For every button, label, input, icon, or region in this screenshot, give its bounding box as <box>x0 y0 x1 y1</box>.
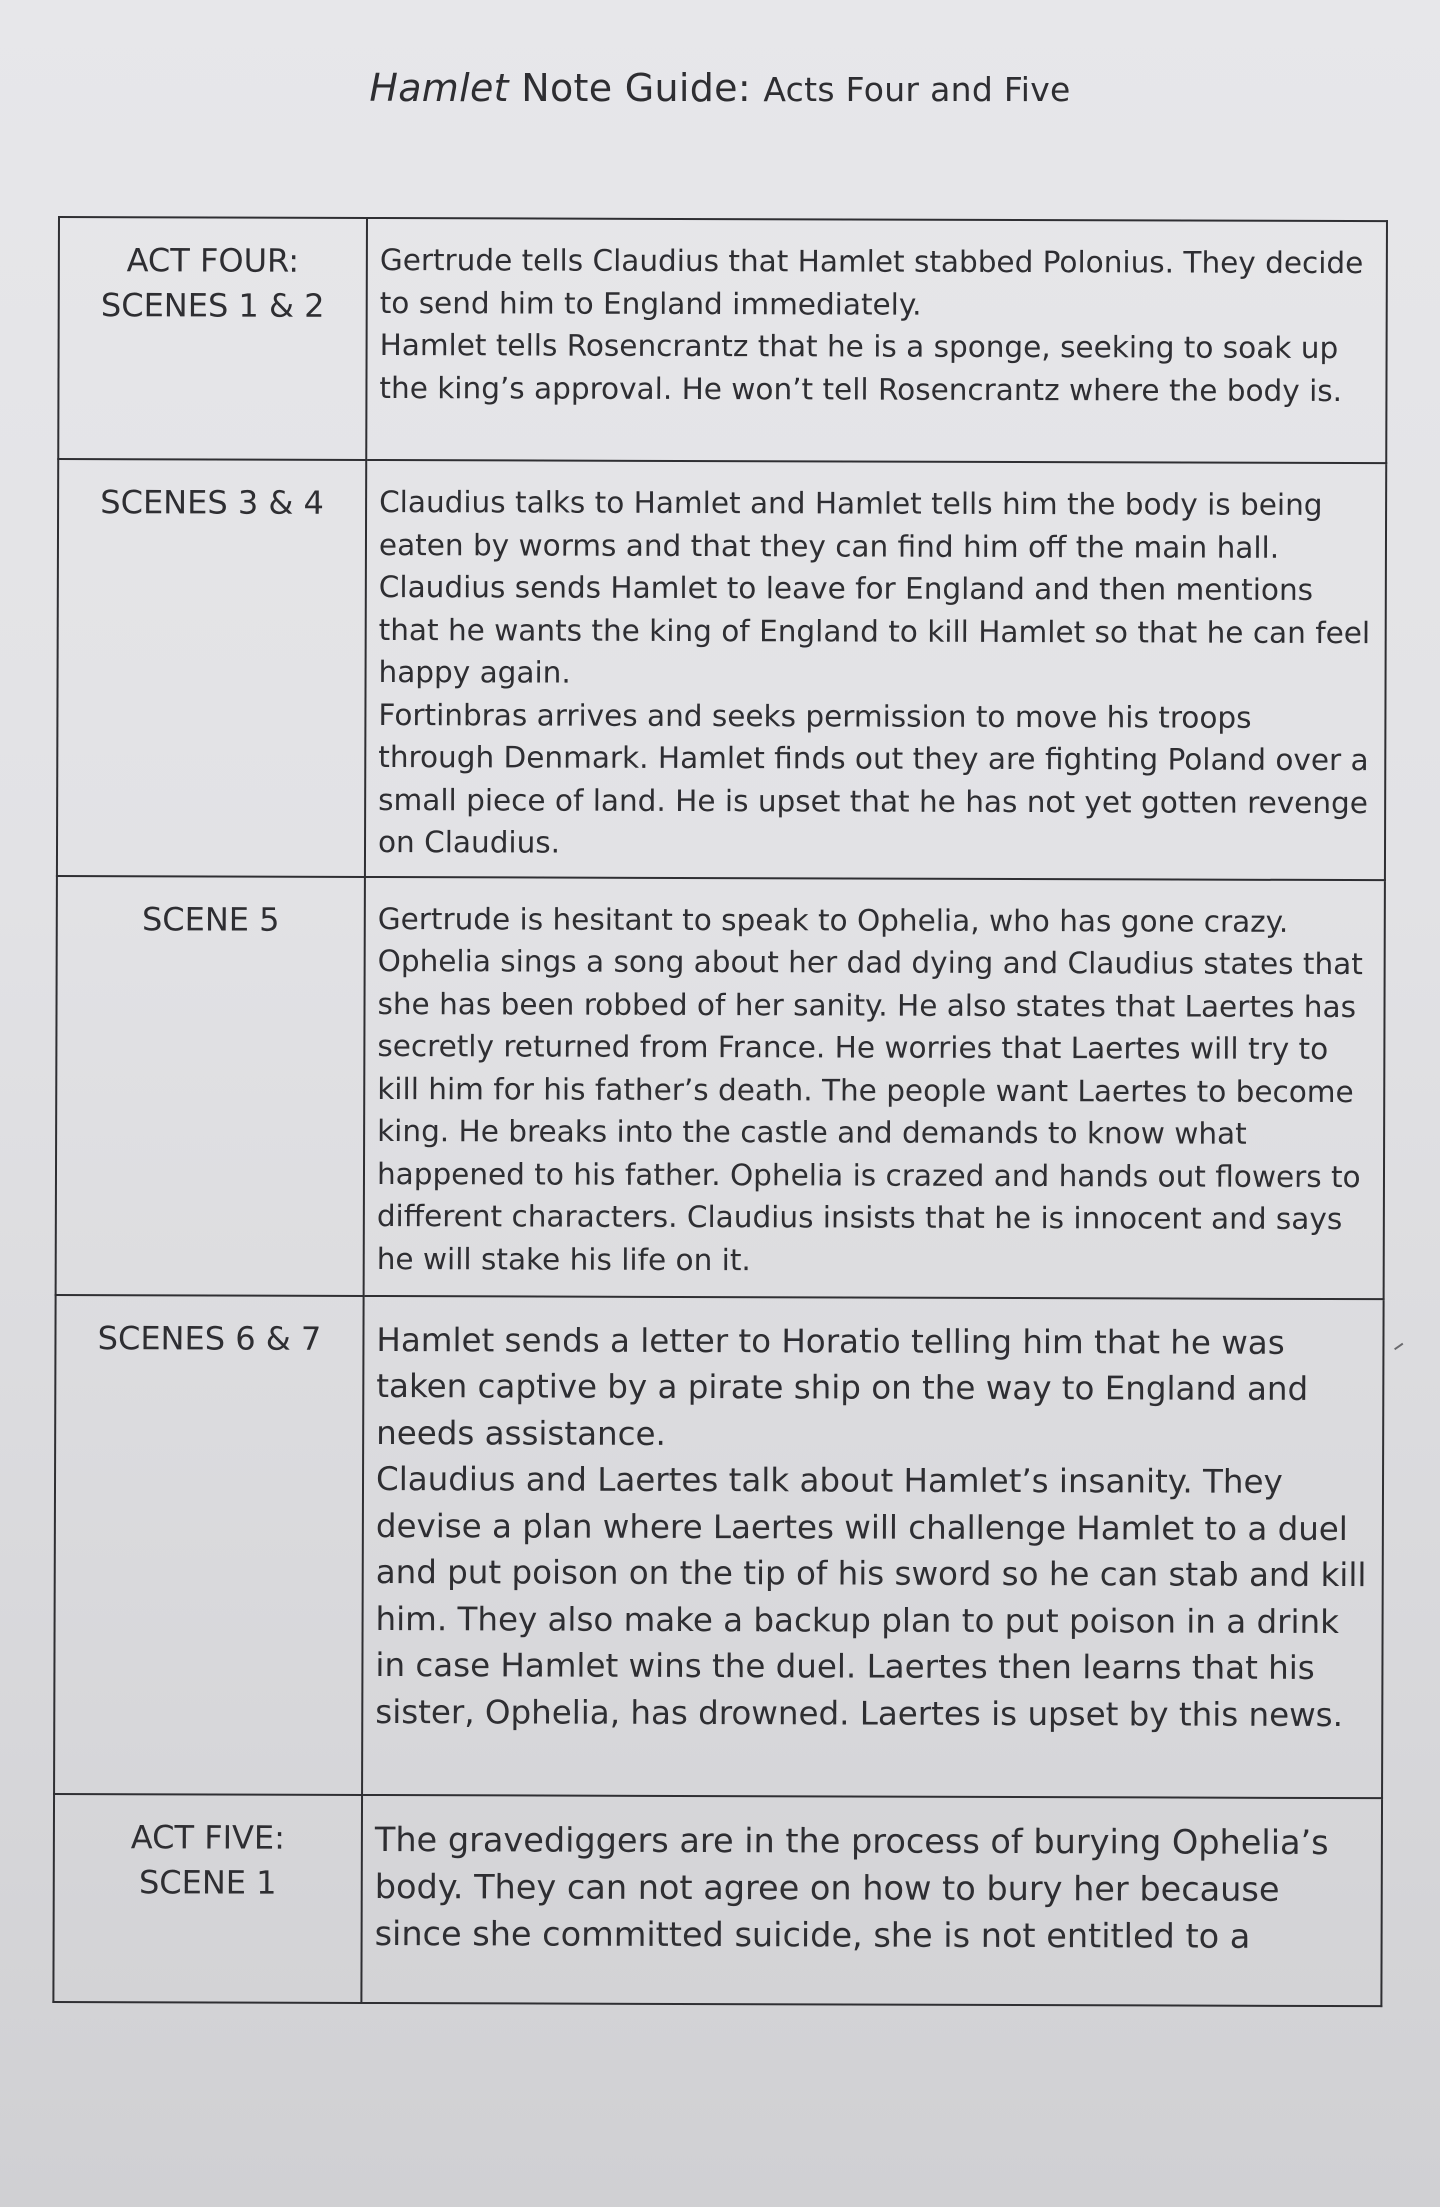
notes-paragraph: Hamlet tells Rosencrantz that he is a sponge, seeking to soak up the king’s approval. He won’t tell Rosencrantz where the body is. <box>379 328 1343 408</box>
section-label-line: SCENES 1 & 2 <box>100 286 325 325</box>
section-label-line: ACT FOUR: <box>126 241 300 280</box>
notes-paragraph: Gertrude is hesitant to speak to Ophelia, who has gone crazy. Ophelia sings a song about her dad dying and Claudius states that she has been robbed of her sanity. He also states that Laertes has secretly returned from France. He worries that Laertes will try to kill him for his father’s death. The people want Laertes to become king. He breaks into the castle and demands to know what happened to his father. Ophelia is crazed and hands out flowers to different characters. Claudius insists that he is innocent and says he will stake his life on it. <box>376 901 1363 1277</box>
section-label-cell <box>58 217 367 460</box>
page-title <box>0 66 1440 110</box>
section-label-line: ACT FIVE: <box>130 1817 286 1857</box>
notes-paragraph: Hamlet sends a letter to Horatio telling him that he was taken captive by a pirate ship on the way to England and needs assistance. <box>376 1320 1309 1453</box>
section-label-cell <box>54 1294 364 1794</box>
note-guide-table <box>52 216 1388 2007</box>
table-row <box>54 1294 1384 1797</box>
notes-paragraph: Claudius talks to Hamlet and Hamlet tells him the body is being eaten by worms and that they can find him off the main hall. Claudius sends Hamlet to leave for England and then mentions that he wants the king of England to kill Hamlet so that he can feel happy again. <box>378 485 1371 690</box>
notes-paragraph: Gertrude tells Claudius that Hamlet stabbed Polonius. They decide to send him to England immediately. <box>379 243 1364 322</box>
section-label-cell <box>57 459 366 876</box>
notes-cell <box>362 1295 1384 1797</box>
section-label-cell <box>53 1793 362 2002</box>
title-play-name: Hamlet <box>369 66 509 110</box>
title-main: Note Guide: <box>521 66 751 110</box>
notes-paragraph: Fortinbras arrives and seeks permission to move his troops through Denmark. Hamlet finds out they are fighting Poland over a small piece of land. He is upset that he has not yet gotten revenge on Claudius. <box>377 697 1369 860</box>
table-row <box>57 459 1386 880</box>
notes-cell <box>365 460 1386 880</box>
notes-cell <box>366 218 1387 463</box>
notes-paragraph: Claudius and Laertes talk about Hamlet’s insanity. They devise a plan where Laertes will challenge Hamlet to a duel and put poison on the tip of his sword so he can stab and kill him. They also make a backup plan to put poison in a drink in case Hamlet wins the duel. Laertes then learns that his sister, Ophelia, has drowned. Laertes is upset by this news. <box>375 1460 1367 1734</box>
table-row <box>58 217 1387 463</box>
table-row <box>53 1793 1382 2005</box>
pen-mark <box>1391 1338 1404 1350</box>
section-label-line: SCENE 5 <box>141 899 280 939</box>
notes-paragraph: The gravediggers are in the process of burying Ophelia’s body. They can not agree on how to bury her because since she committed suicide, she is not entitled to a <box>374 1819 1329 1956</box>
section-label-line: SCENES 6 & 7 <box>97 1318 322 1358</box>
section-label-line: SCENES 3 & 4 <box>100 483 324 522</box>
notes-cell <box>361 1794 1382 2005</box>
table-row <box>56 875 1385 1298</box>
section-label-line: SCENE 1 <box>138 1862 277 1902</box>
notes-cell <box>364 876 1385 1298</box>
section-label-cell <box>56 875 365 1295</box>
title-subtitle: Acts Four and Five <box>763 70 1071 109</box>
